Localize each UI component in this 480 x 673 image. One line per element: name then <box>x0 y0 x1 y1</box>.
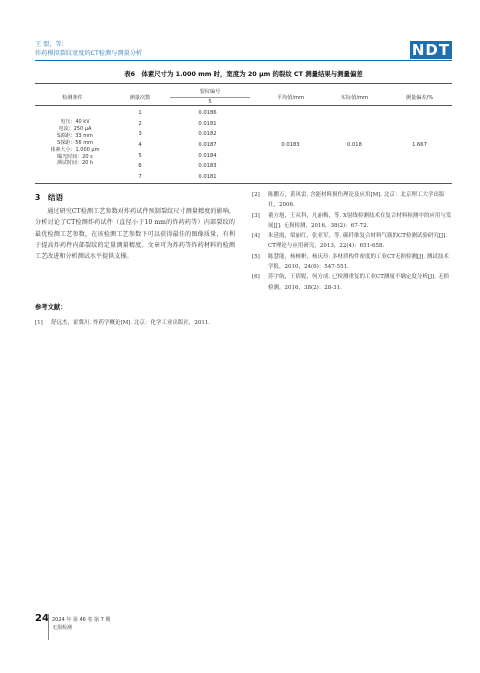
header-actual: 实际值/mm <box>340 95 369 101</box>
section-title: 3 结语 <box>35 193 64 202</box>
reference-text: 陈鹏万，黄风雷. 含能材料损伤理论及应用[M]. 北京：北京理工大学出版社，2006. <box>268 192 445 209</box>
mean-value: 0.0183 <box>281 142 300 148</box>
row-count: 2 <box>138 120 142 127</box>
table-row <box>115 153 250 164</box>
references-heading: 参考文献： <box>35 304 67 311</box>
table-row <box>115 174 250 185</box>
table-row <box>115 121 250 132</box>
condition-line: S探距：56 mm <box>57 139 93 146</box>
row-value: 0.0181 <box>198 120 217 127</box>
footer-issue: 2024 年 第 46 卷 第 7 期 <box>52 617 111 623</box>
reference-item <box>35 318 235 328</box>
header-crack-no: 裂纹编号 <box>199 89 221 95</box>
reference-text: 陈慧能，杨树彬，杨庆玲. 多材质构件密度的工业CT无损检测[J]. 测试技术学报，2010，24(6)：547-551. <box>268 253 449 271</box>
reference-number: [2] <box>252 192 260 198</box>
footer-info <box>52 616 110 633</box>
row-count: 5 <box>138 152 142 159</box>
running-header-authors: 王 盟，等: <box>35 41 64 48</box>
row-count: 6 <box>138 163 142 170</box>
condition-line: S源距：33 mm <box>57 132 93 139</box>
condition-line: 测试时间：20 h <box>56 160 94 167</box>
reference-number: [4] <box>252 233 260 240</box>
row-value: 0.0181 <box>198 174 217 181</box>
table-row <box>115 131 250 142</box>
reference-text: 苏宇航，王倩妮，何方成. 已检测重复的工业CT测量不确定度分析[J]. 无损检测，2016，38(2)：28-31. <box>268 274 449 291</box>
table-header-rule <box>35 105 452 106</box>
reference-number: [1] <box>35 320 43 326</box>
table-body <box>115 110 250 185</box>
reference-number: [6] <box>252 274 260 281</box>
row-value: 0.0186 <box>198 110 217 116</box>
header-deviation: 测量偏差/% <box>405 95 434 101</box>
condition-line: 曝光时间：20 s <box>57 153 93 160</box>
actual-value: 0.018 <box>347 142 362 148</box>
row-count: 7 <box>138 174 142 181</box>
footer-divider <box>48 614 49 640</box>
header-crack-sub: 5 <box>208 99 212 105</box>
footer-journal: 无损检测 <box>52 625 73 632</box>
reference-text: 舒远杰，霍冀川. 炸药学概论[M]. 北京：化学工业出版社，2011. <box>51 320 211 326</box>
header-condition: 检测条件 <box>62 95 83 101</box>
table-caption: 表6 体素尺寸为 1.000 mm 时，宽度为 20 μm 的裂纹 CT 测量结果与测量偏差 <box>124 70 363 78</box>
reference-number: [3] <box>252 212 260 219</box>
table-top-rule <box>35 83 452 84</box>
condition-cell <box>35 119 115 167</box>
row-value: 0.0184 <box>198 152 217 159</box>
reference-item <box>252 231 452 252</box>
header-count: 测量次数 <box>129 95 151 101</box>
deviation-value: 1.667 <box>412 142 427 148</box>
reference-number: [5] <box>252 253 260 260</box>
conclusion-paragraph: 通过研究CT检测工艺参数对炸药试件预制裂纹尺寸测量精度的影响，分析讨论了CT检测炸药试件（直径小于10 mm的炸药药等）内部裂纹的最优检测工艺参数，在该检测工艺参数下可以获得最佳的图像质量，有利于提高炸药件内部裂纹的定量测量精度。文章可为炸药等炸药材料的检测工艺改进和分析测试水平提供支撑。 <box>35 208 235 261</box>
journal-logo: NDT <box>411 41 451 59</box>
condition-line: 电压：40 kV <box>60 119 90 125</box>
reference-text: 董方旭，王从科，凡丽梅，等. X射线检测技术在复合材料检测中的应用与发展[J]. 无损检测，2016，38(2)：67-72. <box>268 212 452 229</box>
reference-item <box>252 190 452 211</box>
row-value: 0.0183 <box>198 163 217 170</box>
table-row <box>115 110 250 121</box>
table-subheader-rule <box>170 97 250 98</box>
condition-line: 体素大小：1.000 μm <box>50 146 100 153</box>
page-number: 24 <box>35 613 49 624</box>
table-row <box>115 142 250 153</box>
header-rule <box>35 60 452 61</box>
references-right <box>252 190 452 293</box>
reference-item <box>252 211 452 232</box>
references-left <box>35 318 235 328</box>
row-count: 1 <box>138 110 142 116</box>
running-header-title: 炸药模拟裂纹宽度的CT检测与测量分析 <box>35 50 143 57</box>
row-value: 0.0182 <box>198 131 217 138</box>
reference-item <box>252 252 452 273</box>
row-count: 3 <box>138 131 142 138</box>
table-row <box>115 163 250 174</box>
reference-text: 朱延霞，梁丽红，张亚军，等. 碳纤维复合材料气瓶的CT检测试验研究[J]. CT理论与应用研究，2013，22(4)：651-658. <box>268 233 448 250</box>
row-value: 0.0187 <box>198 142 217 149</box>
row-count: 4 <box>138 142 142 149</box>
header-mean: 平均值/mm <box>276 95 305 101</box>
reference-item <box>252 272 452 293</box>
condition-line: 电流：250 μA <box>58 125 92 132</box>
